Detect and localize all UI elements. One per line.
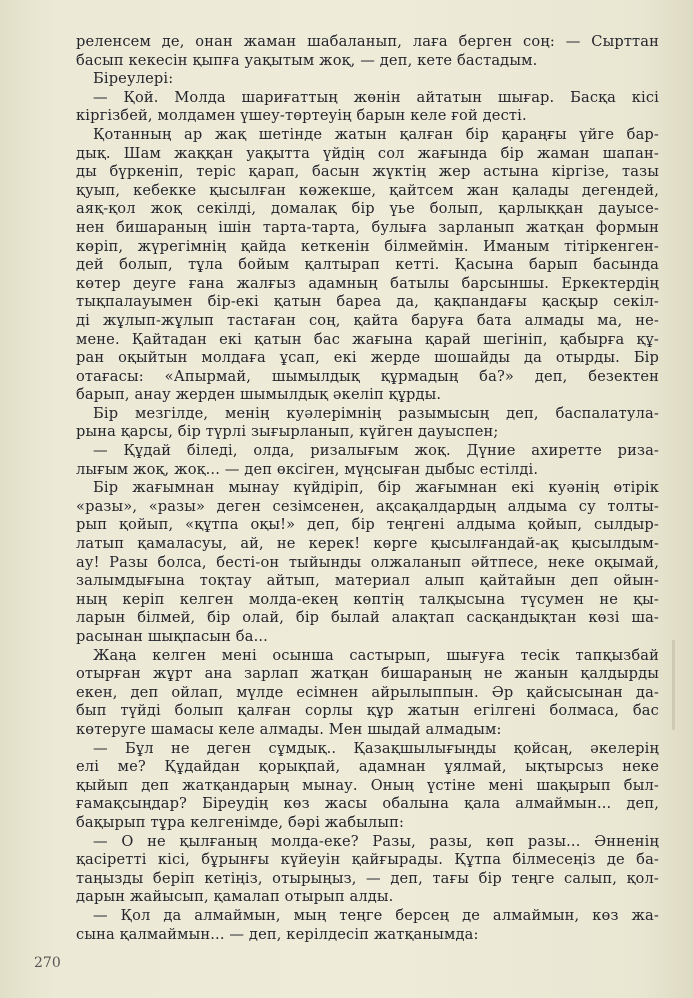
paragraph (76, 126, 659, 405)
text-line: ау! Разы болса, бесті-он тыйынды олжаланып әйтпесе, неке оқымай, (76, 553, 659, 571)
text-line: ларын білмей, бір олай, бір былай алақтап сасқандықтан көзі ша- (76, 609, 659, 627)
text-line: қуып, кебекке қысылған көжекше, қайтсем жан қалады дегендей, (76, 181, 659, 199)
text-line: рына қарсы, бір түрлі зығырланып, күйген дауыспен; (76, 423, 499, 441)
paragraph (76, 405, 659, 442)
page-text (76, 33, 659, 944)
text-line: таңызды беріп кетіңіз, отырыңыз, — деп, тағы бір теңге салып, қол- (76, 869, 659, 887)
text-line: қыйып деп жатқандарың мынау. Оның үстіне мені шақырып был- (76, 776, 659, 794)
text-line: латып қамаласуы, ай, не керек! көрге қысылғандай-ақ қысылдым- (76, 535, 659, 553)
text-line: рып қойып, «құтпа оқы!» деп, бір теңгені алдыма қойып, сылдыр- (76, 516, 659, 534)
text-line: — Қол да алмаймын, мың теңге берсең де алмаймын, көз жа- (93, 906, 659, 924)
text-line: отырған жұрт ана зарлап жатқан бишараның не жанын қалдырды (76, 665, 659, 683)
text-line: залымдығына тоқтау айтып, материал алып қайтайын деп ойын- (76, 572, 659, 590)
text-line: «разы», «разы» деген сезімсенен, ақсақалдардың алдыма су толты- (76, 497, 659, 515)
text-line: — Қой. Молда шариғаттың жөнін айтатын шығар. Басқа кісі (93, 88, 659, 106)
text-line: ді жұлып-жұлып тастаған соң, қайта баруға бата алмады ма, не- (76, 311, 659, 329)
paragraph (76, 442, 659, 479)
text-line: басып кекесін қыпға уақытым жоқ, — деп, кете бастадым. (76, 51, 538, 69)
paragraph (76, 907, 659, 944)
text-line: ның керіп келген молда-екең көптің талқысына түсумен не қы- (76, 590, 659, 608)
paragraph (76, 479, 659, 646)
text-line: Бір мезгілде, менің куәлерімнің разымысың деп, баспалатула- (93, 404, 659, 422)
text-line: көтер деуге ғана жалғыз адамның батылы барсыншы. Еркектердің (76, 274, 659, 292)
text-line: Бір жағымнан мынау күйдіріп, бір жағымнан екі куәнің өтірік (93, 479, 659, 497)
text-line: дарын жайысып, қамалап отырып алды. (76, 888, 394, 906)
text-line: бақырып тұра келгенімде, бәрі жабылып: (76, 813, 405, 831)
text-line: ран оқыйтын молдаға ұсап, екі жерде шошайды да отырды. Бір (76, 349, 659, 367)
text-line: көріп, жүрегімнің қайда кеткенін білмеймін. Иманым тітіркенген- (76, 237, 659, 255)
text-line: нен бишараның ішін тарта-тарта, булыға зарланып жатқан формын (76, 218, 659, 236)
paragraph (76, 647, 659, 740)
text-line: — О не қылғаның молда-еке? Разы, разы, көп разы... Әнненің (93, 832, 659, 850)
text-line: бып түйді болып қалған сорлы құр жатын егілгені болмаса, бас (76, 702, 659, 720)
text-line: отағасы: «Апырмай, шымылдық құрмадың ба?» деп, безектен (76, 367, 659, 385)
text-line: Қотанның ар жақ шетінде жатын қалған бір қараңғы үйге бар- (93, 125, 659, 143)
text-line: сына қалмаймын... — деп, керілдесіп жатқанымда: (76, 925, 479, 943)
page-edge-shadow (672, 640, 675, 730)
text-line: реленсем де, онан жаман шабаланып, лаға берген соң: — Сырттан (76, 33, 659, 50)
text-line: көтеруге шамасы келе алмады. Мен шыдай алмадым: (76, 720, 502, 738)
text-line: кіргізбей, молдамен үшеу-төртеуің барын келе ғой десті. (76, 107, 527, 125)
text-line: ғамақсыңдар? Біреудің көз жасы обалына қала алмаймын... деп, (76, 795, 659, 813)
paragraph (76, 833, 659, 907)
paragraph (76, 740, 659, 833)
text-line: дық. Шам жаққан уақытта үйдің сол жағында бір жаман шапан- (76, 144, 659, 162)
text-line: Біреулері: (93, 70, 174, 88)
text-line: мене. Қайтадан екі қатын бас жағына қарай шегініп, қабырға құ- (76, 330, 659, 348)
page-number: 270 (34, 955, 61, 971)
paragraph (76, 33, 659, 70)
text-line: — Бұл не деген сұмдық.. Қазақшылығыңды қойсаң, әкелерің (93, 739, 659, 757)
text-line: расынан шықпасын ба... (76, 628, 268, 645)
text-line: тықпалауымен бір-екі қатын бареа да, қақпандағы қасқыр секіл- (76, 293, 659, 311)
text-line: — Құдай біледі, олда, ризалығым жоқ. Дүние ахиретте риза- (93, 442, 659, 460)
text-line: екен, деп ойлап, мүлде есімнен айрылыппын. Әр қайсысынан да- (76, 683, 659, 701)
paragraph (76, 89, 659, 126)
text-line: барып, анау жерден шымылдық әкеліп құрды. (76, 386, 442, 404)
text-line: лығым жоқ, жоқ... — деп өксіген, мүңсыған дыбыс естілді. (76, 460, 539, 478)
text-line: дей болып, тұла бойым қалтырап кетті. Қасына барып басында (76, 256, 659, 274)
text-line: елі ме? Құдайдан қорықпай, адамнан ұялмай, ықтырсыз неке (76, 758, 659, 776)
paragraph (76, 70, 659, 89)
text-line: қасіретті кісі, бұрынғы күйеуін қайғырады. Құтпа білмесеңіз де ба- (76, 851, 659, 869)
text-line: ды бүркеніп, теріс қарап, басын жүктің жер астына кіргізе, тазы (76, 163, 659, 181)
text-line: Жаңа келген мені осынша састырып, шығуға тесік тапқызбай (93, 646, 659, 664)
text-line: аяқ-қол жоқ секілді, домалақ бір үье болып, қарлыққан дауысе- (76, 200, 659, 218)
